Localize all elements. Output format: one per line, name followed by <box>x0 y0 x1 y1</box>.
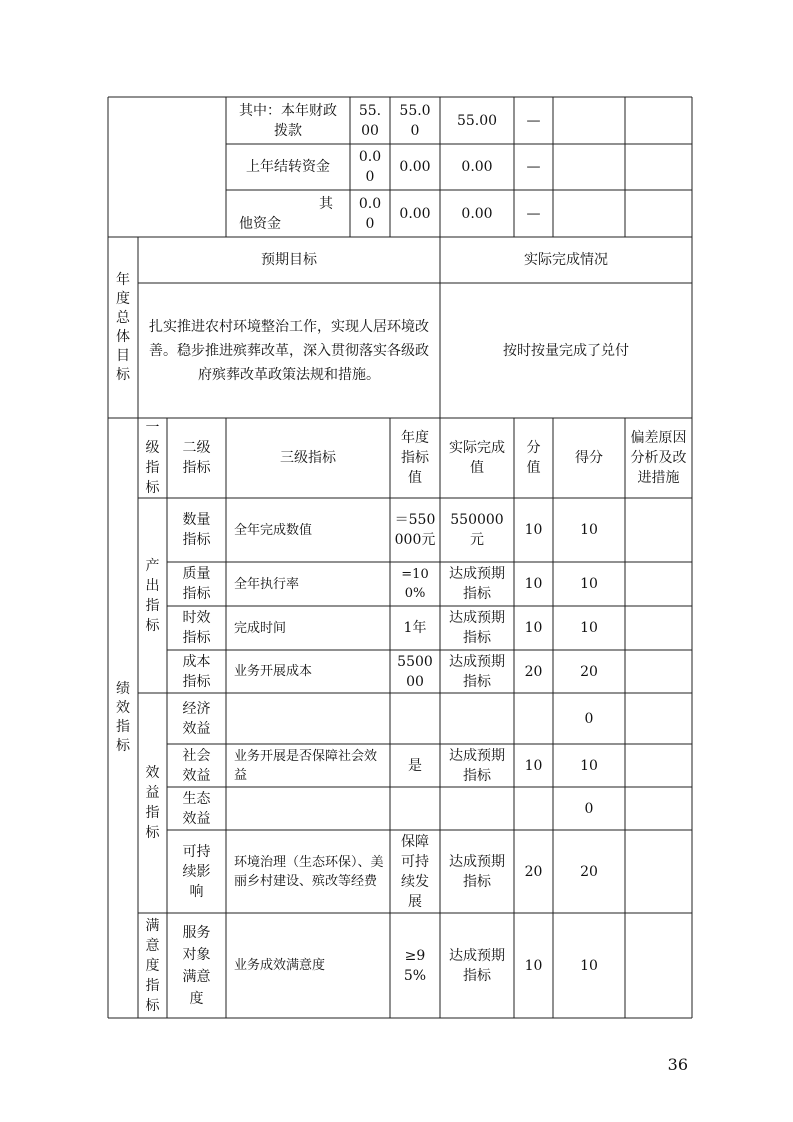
page-number: 36 <box>667 1055 688 1074</box>
header-score: 得分 <box>575 450 603 466</box>
row-target: ≥95% <box>403 947 427 984</box>
row-level3: 业务成效满意度 <box>234 958 326 973</box>
row-actual: 达成预期指标 <box>449 566 505 602</box>
header-score-weight: 分值 <box>526 440 541 476</box>
fund-row3-executed: 0.00 <box>461 205 493 222</box>
row-score: 10 <box>580 522 598 538</box>
row-level2: 成本指标 <box>182 653 211 690</box>
fund-row1-executed: 55.00 <box>456 112 498 129</box>
row-target: 保障可持续发展 <box>401 833 429 910</box>
fund-row1-rate: — <box>526 112 541 129</box>
row-score: 10 <box>580 576 598 592</box>
row-target: =100% <box>401 567 429 601</box>
header-level2: 二级指标 <box>182 440 211 476</box>
row-weight: 10 <box>524 957 543 974</box>
row-level3: 业务开展成本 <box>234 664 313 679</box>
perf-side-label: 绩效指标 <box>116 681 130 754</box>
row-weight: 10 <box>524 522 543 538</box>
fund-row2-rate: — <box>526 159 541 175</box>
header-actual: 实际完成值 <box>449 440 505 476</box>
row-level3: 全年执行率 <box>234 576 300 592</box>
row-score: 0 <box>584 800 594 817</box>
row-score: 20 <box>580 863 598 880</box>
row-weight: 10 <box>524 620 543 636</box>
goal-expected-header: 预期目标 <box>261 252 317 268</box>
row-level2: 经济效益 <box>182 700 211 737</box>
row-weight <box>514 693 553 744</box>
group-output: 产出指标 <box>145 557 160 634</box>
fund-row3-adjusted: 0.00 <box>399 205 431 222</box>
row-weight: 10 <box>524 757 543 774</box>
fund-row2-adjusted: 0.00 <box>399 159 431 175</box>
fund-row1-label: 其中：本年财政拨款 <box>239 102 337 139</box>
row-target <box>390 787 440 830</box>
row-weight <box>514 787 553 830</box>
group-benefit: 效益指标 <box>145 765 160 841</box>
goal-expected-text: 扎实推进农村环境整治工作，实现人居环境改善。稳步推进殡葬改革，深入贯彻落实各级政府殡葬改革政策法规和措施。 <box>149 318 429 383</box>
fund-row3-label: 其他资金 <box>239 195 333 232</box>
row-actual: 达成预期指标 <box>449 747 505 784</box>
fund-row1-adjusted: 55.00 <box>399 102 431 139</box>
row-actual: 550000元 <box>450 512 504 548</box>
row-score: 10 <box>580 757 598 774</box>
row-level2: 质量指标 <box>182 566 211 602</box>
row-level3 <box>226 787 390 830</box>
row-score: 10 <box>580 620 598 636</box>
row-actual <box>440 693 514 744</box>
row-level2: 社会效益 <box>182 747 211 784</box>
row-target: 550000 <box>397 653 433 690</box>
row-target: ＝550000元 <box>394 512 436 548</box>
fund-row2-executed: 0.00 <box>461 159 493 175</box>
row-target <box>390 693 440 744</box>
row-actual: 达成预期指标 <box>449 853 505 890</box>
row-level2: 数量指标 <box>182 512 211 548</box>
row-actual: 达成预期指标 <box>449 610 505 646</box>
row-weight: 20 <box>524 863 543 880</box>
row-level2: 可持续影响 <box>182 843 211 900</box>
fund-row3-budget: 0.00 <box>358 195 382 232</box>
group-satisfaction: 满意度指标 <box>145 917 160 1014</box>
goal-actual-header: 实际完成情况 <box>524 252 608 268</box>
row-score: 0 <box>584 710 594 727</box>
fund-row3-rate: — <box>526 205 541 222</box>
row-level3: 全年完成数值 <box>234 522 313 538</box>
goal-actual-text: 按时按量完成了兑付 <box>503 342 629 359</box>
fund-row2-budget: 0.00 <box>358 149 382 185</box>
row-level2: 生态效益 <box>182 790 211 827</box>
fund-row1-budget: 55.00 <box>358 102 382 139</box>
row-level2: 服务对象满意度 <box>182 924 211 1007</box>
row-actual: 达成预期指标 <box>449 947 505 984</box>
header-deviation: 偏差原因分析及改进措施 <box>630 430 687 486</box>
row-level3: 环境治理（生态环保）、美丽乡村建设、殡改等经费 <box>234 854 384 889</box>
row-level2: 时效指标 <box>182 610 211 646</box>
row-weight: 10 <box>524 576 543 592</box>
row-level3 <box>226 693 390 744</box>
row-level3: 完成时间 <box>234 620 287 636</box>
row-score: 10 <box>580 957 598 974</box>
row-target: 1年 <box>403 620 427 636</box>
row-target: 是 <box>408 757 422 774</box>
header-level3: 三级指标 <box>280 450 336 466</box>
fund-row2-label: 上年结转资金 <box>246 159 330 175</box>
row-weight: 20 <box>524 663 543 680</box>
row-level3: 业务开展是否保障社会效益 <box>234 748 378 783</box>
row-score: 20 <box>580 663 598 680</box>
goal-side-label: 年度总体目标 <box>116 271 130 383</box>
row-actual: 达成预期指标 <box>449 653 505 690</box>
row-actual <box>440 787 514 830</box>
header-target: 年度指标值 <box>401 430 429 486</box>
header-level1: 一级指标 <box>145 420 160 496</box>
